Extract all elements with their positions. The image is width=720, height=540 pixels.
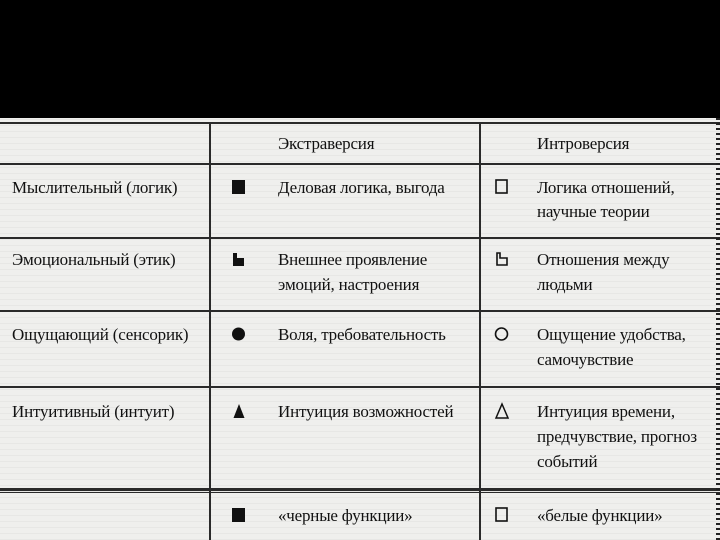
white-square-icon <box>492 177 512 197</box>
row2-extra-line1: Внешнее проявление <box>278 250 428 269</box>
black-circle-icon <box>229 324 249 344</box>
row1-intro-line2: научные теории <box>537 202 650 221</box>
header-introversion: Интроверсия <box>537 134 630 153</box>
table-rule-row4 <box>0 488 720 491</box>
row-type-intuitive: Интуитивный (интуит) <box>12 402 175 421</box>
white-triangle-icon <box>492 401 512 421</box>
row3-extra-line1: Воля, требовательность <box>278 325 446 344</box>
legend-black-functions: «черные функции» <box>278 506 413 525</box>
header-extraversion: Экстраверсия <box>278 134 375 153</box>
table-rule-row2 <box>0 310 720 312</box>
table-rule-row3 <box>0 386 720 388</box>
scan-edge-dots <box>716 118 720 540</box>
row2-intro-line1: Отношения между <box>537 250 670 269</box>
row3-intro-line2: самочувствие <box>537 350 634 369</box>
row1-intro-line1: Логика отношений, <box>537 178 675 197</box>
white-circle-icon <box>492 324 512 344</box>
row2-intro-line2: людьми <box>537 275 593 294</box>
scanned-table-page <box>0 118 720 540</box>
row4-intro-line3: событий <box>537 452 598 471</box>
table-rule-top <box>0 122 720 124</box>
table-col-rule-2 <box>479 122 481 540</box>
top-black-band <box>0 0 720 118</box>
row4-intro-line2: предчувствие, прогноз <box>537 427 697 446</box>
row2-extra-line2: эмоций, настроения <box>278 275 420 294</box>
black-triangle-icon <box>229 401 249 421</box>
table-rule-row1 <box>0 237 720 239</box>
table-rule-row4-double <box>0 492 720 493</box>
white-corner-icon <box>492 249 512 269</box>
white-square-icon <box>492 505 512 525</box>
row-type-sensing: Ощущающий (сенсорик) <box>12 325 189 344</box>
row1-extra-line1: Деловая логика, выгода <box>278 178 445 197</box>
table-col-rule-1 <box>209 122 211 540</box>
row4-intro-line1: Интуиция времени, <box>537 402 675 421</box>
row-type-emotional: Эмоциональный (этик) <box>12 250 176 269</box>
row-type-thinking: Мыслительный (логик) <box>12 178 178 197</box>
black-square-icon <box>229 505 249 525</box>
typology-table <box>0 118 720 540</box>
black-corner-icon <box>229 249 249 269</box>
row4-extra-line1: Интуиция возможностей <box>278 402 454 421</box>
black-square-icon <box>229 177 249 197</box>
table-rule-header <box>0 163 720 165</box>
legend-white-functions: «белые функции» <box>537 506 663 525</box>
row3-intro-line1: Ощущение удобства, <box>537 325 686 344</box>
